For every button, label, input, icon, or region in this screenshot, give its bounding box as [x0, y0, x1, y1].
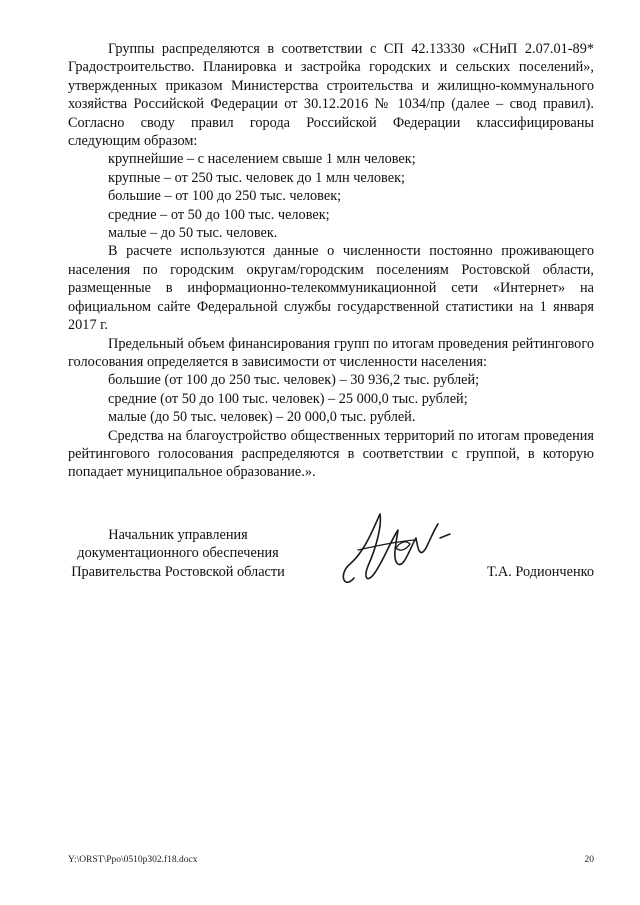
paragraph-funds-distribution: Средства на благоустройство общественных территорий по итогам проведения рейтингового голосования распределяются в соответствии с группой, в которую попадает муниципальное образование.». [68, 427, 594, 481]
list-item-largest-cities: крупнейшие – с населением свыше 1 млн человек; [108, 151, 416, 168]
signatory-name: Т.А. Родионченко [487, 564, 594, 580]
city-classes-list [68, 150, 594, 242]
footer-page-number: 20 [584, 855, 594, 865]
paragraph-population-data: В расчете используются данные о численности постоянно проживающего населения по городским округам/городским поселениям Ростовской области, размещенные в информационно-телекоммуникационной сети «Интернет» на официальном сайте Федеральной службы государственной статистики на 1 января 2017 г. [68, 243, 594, 334]
paragraph-groups-distribution: Группы распределяются в соответствии с СП 42.13330 «СНиП 2.07.01-89* Градостроительство. Планировка и застройка городских и сельских поселений», утвержденных приказом Министерства строительства и жилищно-коммунального хозяйства Российской Федерации от 30.12.2016 № 1034/пр (далее – свод правил). Согласно своду правил города Российской Федерации классифицированы следующим образом: [68, 41, 594, 150]
position-line-3: Правительства Ростовской области [71, 563, 285, 580]
position-line-1: Начальник управления [108, 527, 248, 543]
paragraph-funding-limit: Предельный объем финансирования групп по итогам проведения рейтингового голосования определяется в зависимости от численности населения: [68, 335, 594, 370]
list-item-big-cities: большие – от 100 до 250 тыс. человек; [108, 188, 342, 205]
funding-limits-list [68, 371, 594, 426]
position-line-2: документационного обеспечения [77, 545, 279, 562]
list-item-funding-big: большие (от 100 до 250 тыс. человек) – 30 936,2 тыс. рублей; [108, 372, 480, 389]
list-item-funding-small: малые (до 50 тыс. человек) – 20 000,0 тыс. рублей. [108, 409, 416, 426]
signatory-position [68, 526, 288, 581]
list-item-large-cities: крупные – от 250 тыс. человек до 1 млн человек; [108, 169, 405, 186]
footer-file-path: Y:\ORST\Ppo\0510p302.f18.docx [68, 855, 198, 865]
list-item-funding-medium: средние (от 50 до 100 тыс. человек) – 25 000,0 тыс. рублей; [108, 390, 468, 407]
document-body [68, 40, 594, 482]
handwritten-signature [336, 508, 452, 596]
list-item-small-cities: малые – до 50 тыс. человек. [108, 225, 278, 242]
list-item-medium-cities: средние – от 50 до 100 тыс. человек; [108, 206, 330, 223]
